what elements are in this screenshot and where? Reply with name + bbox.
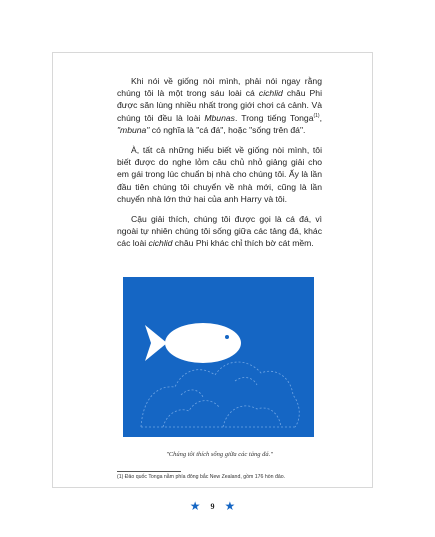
paragraph-1-text-d: , bbox=[319, 112, 322, 123]
book-page bbox=[52, 52, 373, 513]
paragraph-2: À, tất cả những hiểu biết về giống nòi mình, tôi biết được do nghe lỏm câu chủ nhỏ giảng giải cho em gái trong lúc chuẩn bị nhà cho chúng tôi. Ấy là lần đầu tiên chúng tôi chuyển về nhà mới, cũng là lần chuyển nhà lớn thứ hai của anh Harry và tôi. bbox=[117, 145, 322, 204]
paragraph-3-text-b: châu Phi khác chỉ thích bờ cát mềm. bbox=[172, 238, 314, 249]
paragraph-3-text-a: Cậu giải thích, chúng tôi được gọi là cá đá, vì ngoài tự nhiên chúng tôi sống giữa các tảng đá, khác các loài bbox=[117, 214, 322, 249]
term-cichlid-2: cichlid bbox=[148, 238, 173, 249]
star-icon: ★ bbox=[224, 499, 236, 513]
footnote-ref[interactable]: (1) bbox=[313, 112, 320, 119]
footnote: (1) Đảo quốc Tonga nằm phía đông bắc New Zealand, gồm 176 hòn đảo. bbox=[117, 474, 286, 480]
paragraph-3 bbox=[117, 213, 322, 250]
image-caption: "Chúng tôi thích sống giữa các tảng đá." bbox=[166, 451, 273, 458]
paragraph-1 bbox=[117, 75, 322, 136]
fish-among-rocks-image bbox=[123, 277, 314, 437]
body-text bbox=[117, 75, 322, 258]
paragraph-1-text-e: có nghĩa là "cá đá", hoặc "sống trên đá". bbox=[149, 124, 306, 135]
page-footer bbox=[53, 499, 372, 513]
page-number: 9 bbox=[210, 501, 215, 511]
paragraph-1-text-a: Khi nói về giống nòi mình, phải nói ngay rằng chúng tôi là một trong sáu loài cá bbox=[117, 76, 322, 99]
paragraph-1-text-c: . Trong tiếng Tonga bbox=[234, 112, 314, 123]
star-icon: ★ bbox=[189, 499, 201, 513]
paragraph-1-text-b: châu Phi được săn lùng nhiều nhất trong giới chơi cá cảnh. Và chúng tôi đều là loài bbox=[117, 88, 322, 123]
term-cichlid: cichlid bbox=[258, 88, 283, 99]
term-mbunas: Mbunas bbox=[204, 112, 235, 123]
fish-illustration bbox=[123, 277, 314, 437]
footnote-divider bbox=[117, 471, 181, 472]
term-mbuna: "mbuna" bbox=[117, 124, 150, 135]
